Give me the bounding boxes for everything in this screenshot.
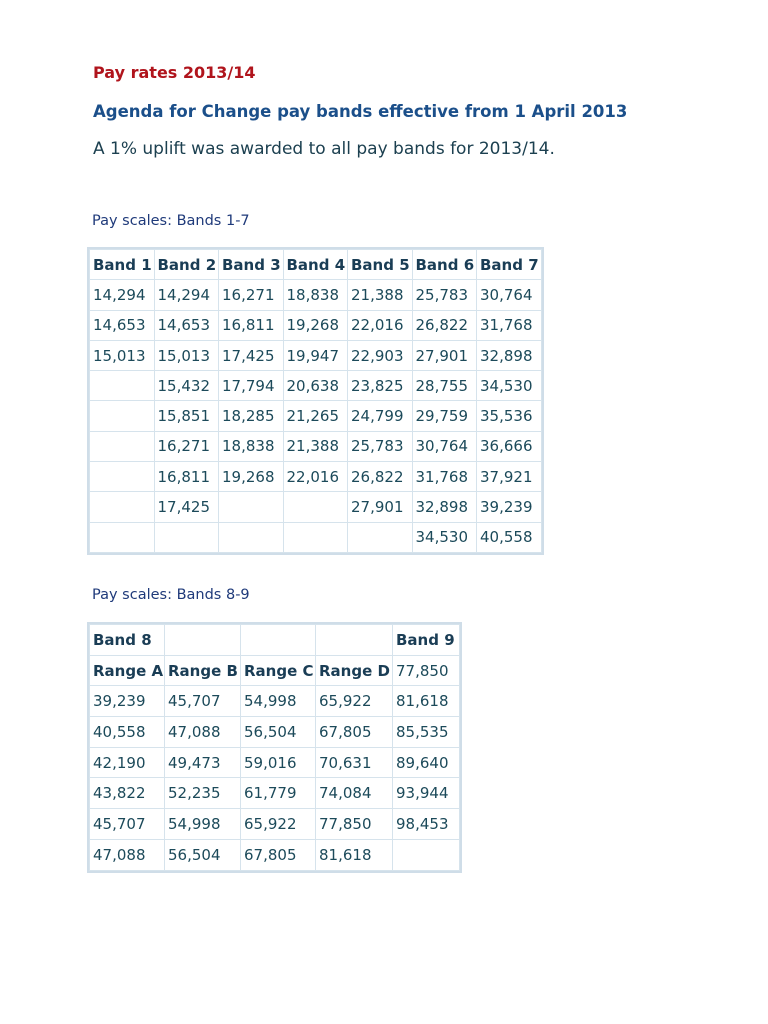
table-row — [90, 431, 542, 461]
pay-cell: 98,453 — [393, 809, 460, 840]
pay-cell: 56,504 — [165, 839, 241, 870]
band-header: Band 9 — [393, 625, 460, 656]
pay-cell: 39,239 — [477, 492, 542, 522]
pay-cell: 47,088 — [165, 717, 241, 748]
pay-cell: 34,530 — [412, 522, 477, 552]
band-header — [241, 625, 316, 656]
pay-cell: 93,944 — [393, 778, 460, 809]
band-header — [316, 625, 393, 656]
pay-cell: 34,530 — [477, 371, 542, 401]
pay-cell: 47,088 — [90, 839, 165, 870]
pay-cell: 43,822 — [90, 778, 165, 809]
band-header-row — [90, 625, 460, 656]
column-header: Band 7 — [477, 250, 542, 280]
pay-cell: 15,013 — [154, 340, 219, 370]
pay-cell: 70,631 — [316, 747, 393, 778]
pay-cell: 31,768 — [412, 462, 477, 492]
pay-cell — [90, 522, 155, 552]
pay-cell: 14,653 — [154, 310, 219, 340]
pay-cell — [90, 492, 155, 522]
pay-cell: 14,294 — [154, 280, 219, 310]
pay-cell: 42,190 — [90, 747, 165, 778]
pay-cell: 77,850 — [393, 655, 460, 686]
pay-cell: 26,822 — [348, 462, 413, 492]
pay-cell: 56,504 — [241, 717, 316, 748]
pay-cell: 36,666 — [477, 431, 542, 461]
pay-cell: 27,901 — [412, 340, 477, 370]
pay-cell: 30,764 — [477, 280, 542, 310]
table-row — [90, 809, 460, 840]
pay-cell: 20,638 — [283, 371, 348, 401]
range-header: Range D — [316, 655, 393, 686]
pay-cell: 39,239 — [90, 686, 165, 717]
pay-cell: 30,764 — [412, 431, 477, 461]
pay-cell — [90, 371, 155, 401]
pay-cell: 40,558 — [90, 717, 165, 748]
pay-cell: 67,805 — [316, 717, 393, 748]
pay-cell: 85,535 — [393, 717, 460, 748]
table-row — [90, 340, 542, 370]
pay-cell — [219, 522, 284, 552]
column-header: Band 2 — [154, 250, 219, 280]
pay-cell — [283, 522, 348, 552]
pay-cell — [393, 839, 460, 870]
pay-cell: 15,013 — [90, 340, 155, 370]
pay-cell: 74,084 — [316, 778, 393, 809]
table-row — [90, 401, 542, 431]
table-row — [90, 655, 460, 686]
pay-cell: 19,947 — [283, 340, 348, 370]
pay-cell: 17,425 — [154, 492, 219, 522]
table-row — [90, 778, 460, 809]
pay-cell: 23,825 — [348, 371, 413, 401]
pay-cell: 65,922 — [241, 809, 316, 840]
bands-8-9-caption: Pay scales: Bands 8-9 — [92, 587, 250, 603]
pay-cell: 17,794 — [219, 371, 284, 401]
table-row — [90, 522, 542, 552]
pay-cell: 89,640 — [393, 747, 460, 778]
pay-cell: 29,759 — [412, 401, 477, 431]
pay-cell: 40,558 — [477, 522, 542, 552]
pay-cell — [90, 431, 155, 461]
bands-1-7-caption: Pay scales: Bands 1-7 — [92, 213, 250, 229]
pay-scales-bands-1-7-table — [89, 249, 542, 553]
pay-cell: 77,850 — [316, 809, 393, 840]
table-header-row — [90, 250, 542, 280]
table-row — [90, 839, 460, 870]
column-header: Band 4 — [283, 250, 348, 280]
pay-cell — [219, 492, 284, 522]
band-header: Band 8 — [90, 625, 165, 656]
pay-cell: 22,903 — [348, 340, 413, 370]
pay-cell: 81,618 — [393, 686, 460, 717]
pay-cell: 21,388 — [348, 280, 413, 310]
agenda-heading: Agenda for Change pay bands effective from 1 April 2013 — [93, 102, 628, 121]
column-header: Band 3 — [219, 250, 284, 280]
pay-cell: 17,425 — [219, 340, 284, 370]
pay-cell: 19,268 — [219, 462, 284, 492]
pay-cell: 18,838 — [283, 280, 348, 310]
pay-cell — [90, 462, 155, 492]
range-header: Range C — [241, 655, 316, 686]
pay-cell — [90, 401, 155, 431]
pay-cell: 37,921 — [477, 462, 542, 492]
table-row — [90, 686, 460, 717]
pay-cell: 59,016 — [241, 747, 316, 778]
pay-cell: 81,618 — [316, 839, 393, 870]
pay-scales-bands-8-9-table — [89, 624, 460, 871]
range-header: Range B — [165, 655, 241, 686]
pay-cell: 45,707 — [165, 686, 241, 717]
pay-cell: 67,805 — [241, 839, 316, 870]
pay-cell: 16,271 — [219, 280, 284, 310]
column-header: Band 5 — [348, 250, 413, 280]
pay-cell: 16,271 — [154, 431, 219, 461]
pay-cell: 25,783 — [348, 431, 413, 461]
pay-cell: 27,901 — [348, 492, 413, 522]
pay-cell — [154, 522, 219, 552]
pay-cell: 22,016 — [283, 462, 348, 492]
page-title: Pay rates 2013/14 — [93, 63, 256, 82]
pay-cell: 16,811 — [154, 462, 219, 492]
pay-cell: 18,838 — [219, 431, 284, 461]
pay-cell: 65,922 — [316, 686, 393, 717]
table-row — [90, 280, 542, 310]
pay-cell: 35,536 — [477, 401, 542, 431]
pay-cell: 14,294 — [90, 280, 155, 310]
pay-cell: 15,432 — [154, 371, 219, 401]
pay-cell: 19,268 — [283, 310, 348, 340]
range-header: Range A — [90, 655, 165, 686]
table-row — [90, 310, 542, 340]
pay-cell: 31,768 — [477, 310, 542, 340]
table-row — [90, 747, 460, 778]
pay-cell: 32,898 — [477, 340, 542, 370]
pay-cell — [283, 492, 348, 522]
pay-cell: 28,755 — [412, 371, 477, 401]
pay-cell: 52,235 — [165, 778, 241, 809]
table-row — [90, 492, 542, 522]
pay-cell: 49,473 — [165, 747, 241, 778]
band-header — [165, 625, 241, 656]
pay-cell: 45,707 — [90, 809, 165, 840]
pay-cell: 15,851 — [154, 401, 219, 431]
pay-cell: 21,388 — [283, 431, 348, 461]
table-row — [90, 717, 460, 748]
pay-cell: 25,783 — [412, 280, 477, 310]
table-row — [90, 462, 542, 492]
column-header: Band 1 — [90, 250, 155, 280]
column-header: Band 6 — [412, 250, 477, 280]
table-row — [90, 371, 542, 401]
pay-cell: 16,811 — [219, 310, 284, 340]
pay-cell: 21,265 — [283, 401, 348, 431]
pay-cell: 24,799 — [348, 401, 413, 431]
pay-cell: 32,898 — [412, 492, 477, 522]
pay-cell: 26,822 — [412, 310, 477, 340]
uplift-note: A 1% uplift was awarded to all pay bands for 2013/14. — [93, 139, 555, 159]
pay-cell: 54,998 — [241, 686, 316, 717]
pay-cell — [348, 522, 413, 552]
pay-cell: 61,779 — [241, 778, 316, 809]
pay-cell: 18,285 — [219, 401, 284, 431]
pay-cell: 22,016 — [348, 310, 413, 340]
pay-cell: 54,998 — [165, 809, 241, 840]
pay-cell: 14,653 — [90, 310, 155, 340]
